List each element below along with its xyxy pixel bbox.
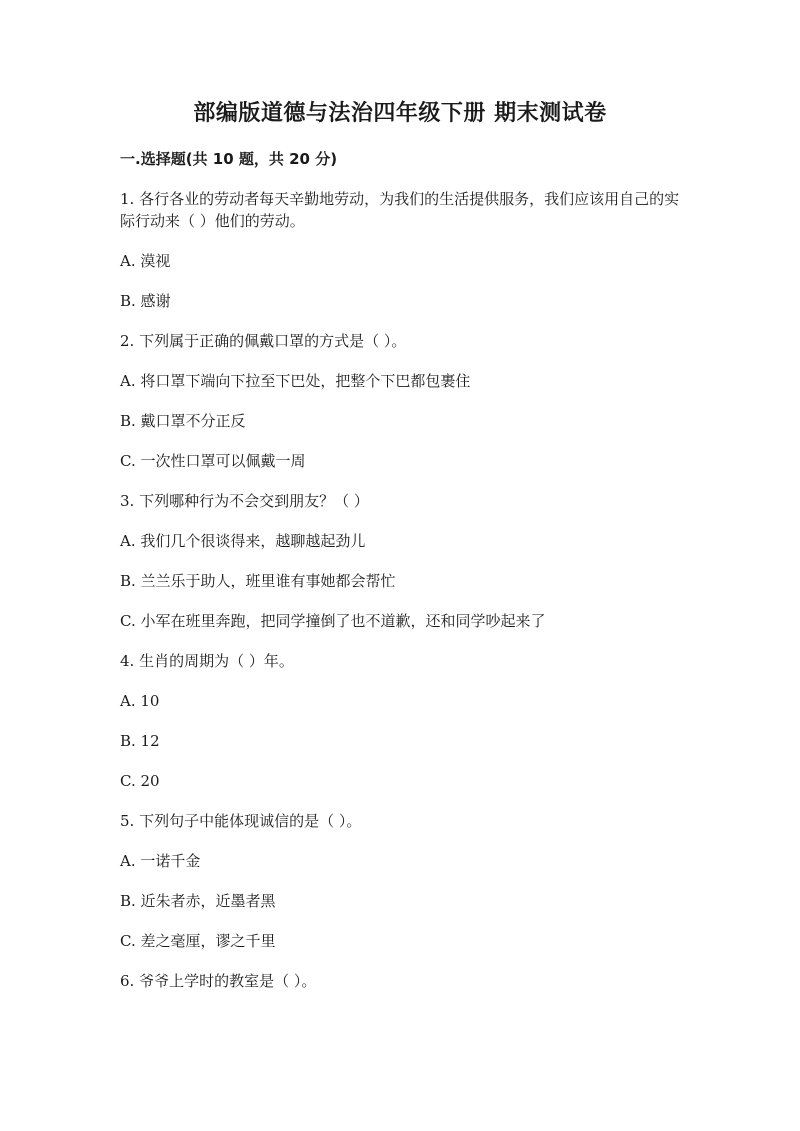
question-stem: 6. 爷爷上学时的教室是（ ）。 (120, 972, 317, 990)
answer-option: B. 兰兰乐于助人，班里谁有事她都会帮忙 (120, 572, 396, 590)
answer-option: A. 10 (120, 692, 160, 710)
answer-option: A. 漠视 (120, 252, 171, 270)
answer-option: B. 12 (120, 732, 160, 750)
answer-option: C. 一次性口罩可以佩戴一周 (120, 452, 306, 470)
answer-option: C. 差之毫厘，谬之千里 (120, 932, 276, 950)
question-stem: 2. 下列属于正确的佩戴口罩的方式是（ ）。 (120, 332, 407, 350)
question-stem: 1. 各行各业的劳动者每天辛勤地劳动，为我们的生活提供服务，我们应该用自己的实际行动来（ ）他们的劳动。 (120, 190, 680, 230)
answer-option: A. 一诺千金 (120, 852, 201, 870)
question-stem: 3. 下列哪种行为不会交到朋友？（ ） (120, 492, 369, 510)
answer-option: B. 近朱者赤，近墨者黑 (120, 892, 276, 910)
question-stem: 5. 下列句子中能体现诚信的是（ ）。 (120, 812, 362, 830)
question-stem: 4. 生肖的周期为（ ）年。 (120, 652, 294, 670)
answer-option: A. 将口罩下端向下拉至下巴处，把整个下巴都包裹住 (120, 372, 471, 390)
answer-option: C. 20 (120, 772, 160, 790)
question-list (120, 188, 680, 1010)
answer-option: A. 我们几个很谈得来，越聊越起劲儿 (120, 532, 366, 550)
section-heading: 一.选择题(共 10 题，共 20 分) (120, 150, 338, 168)
answer-option: B. 感谢 (120, 292, 171, 310)
answer-option: B. 戴口罩不分正反 (120, 412, 246, 430)
answer-option: C. 小军在班里奔跑，把同学撞倒了也不道歉，还和同学吵起来了 (120, 612, 546, 630)
page-title: 部编版道德与法治四年级下册 期末测试卷 (193, 101, 607, 126)
